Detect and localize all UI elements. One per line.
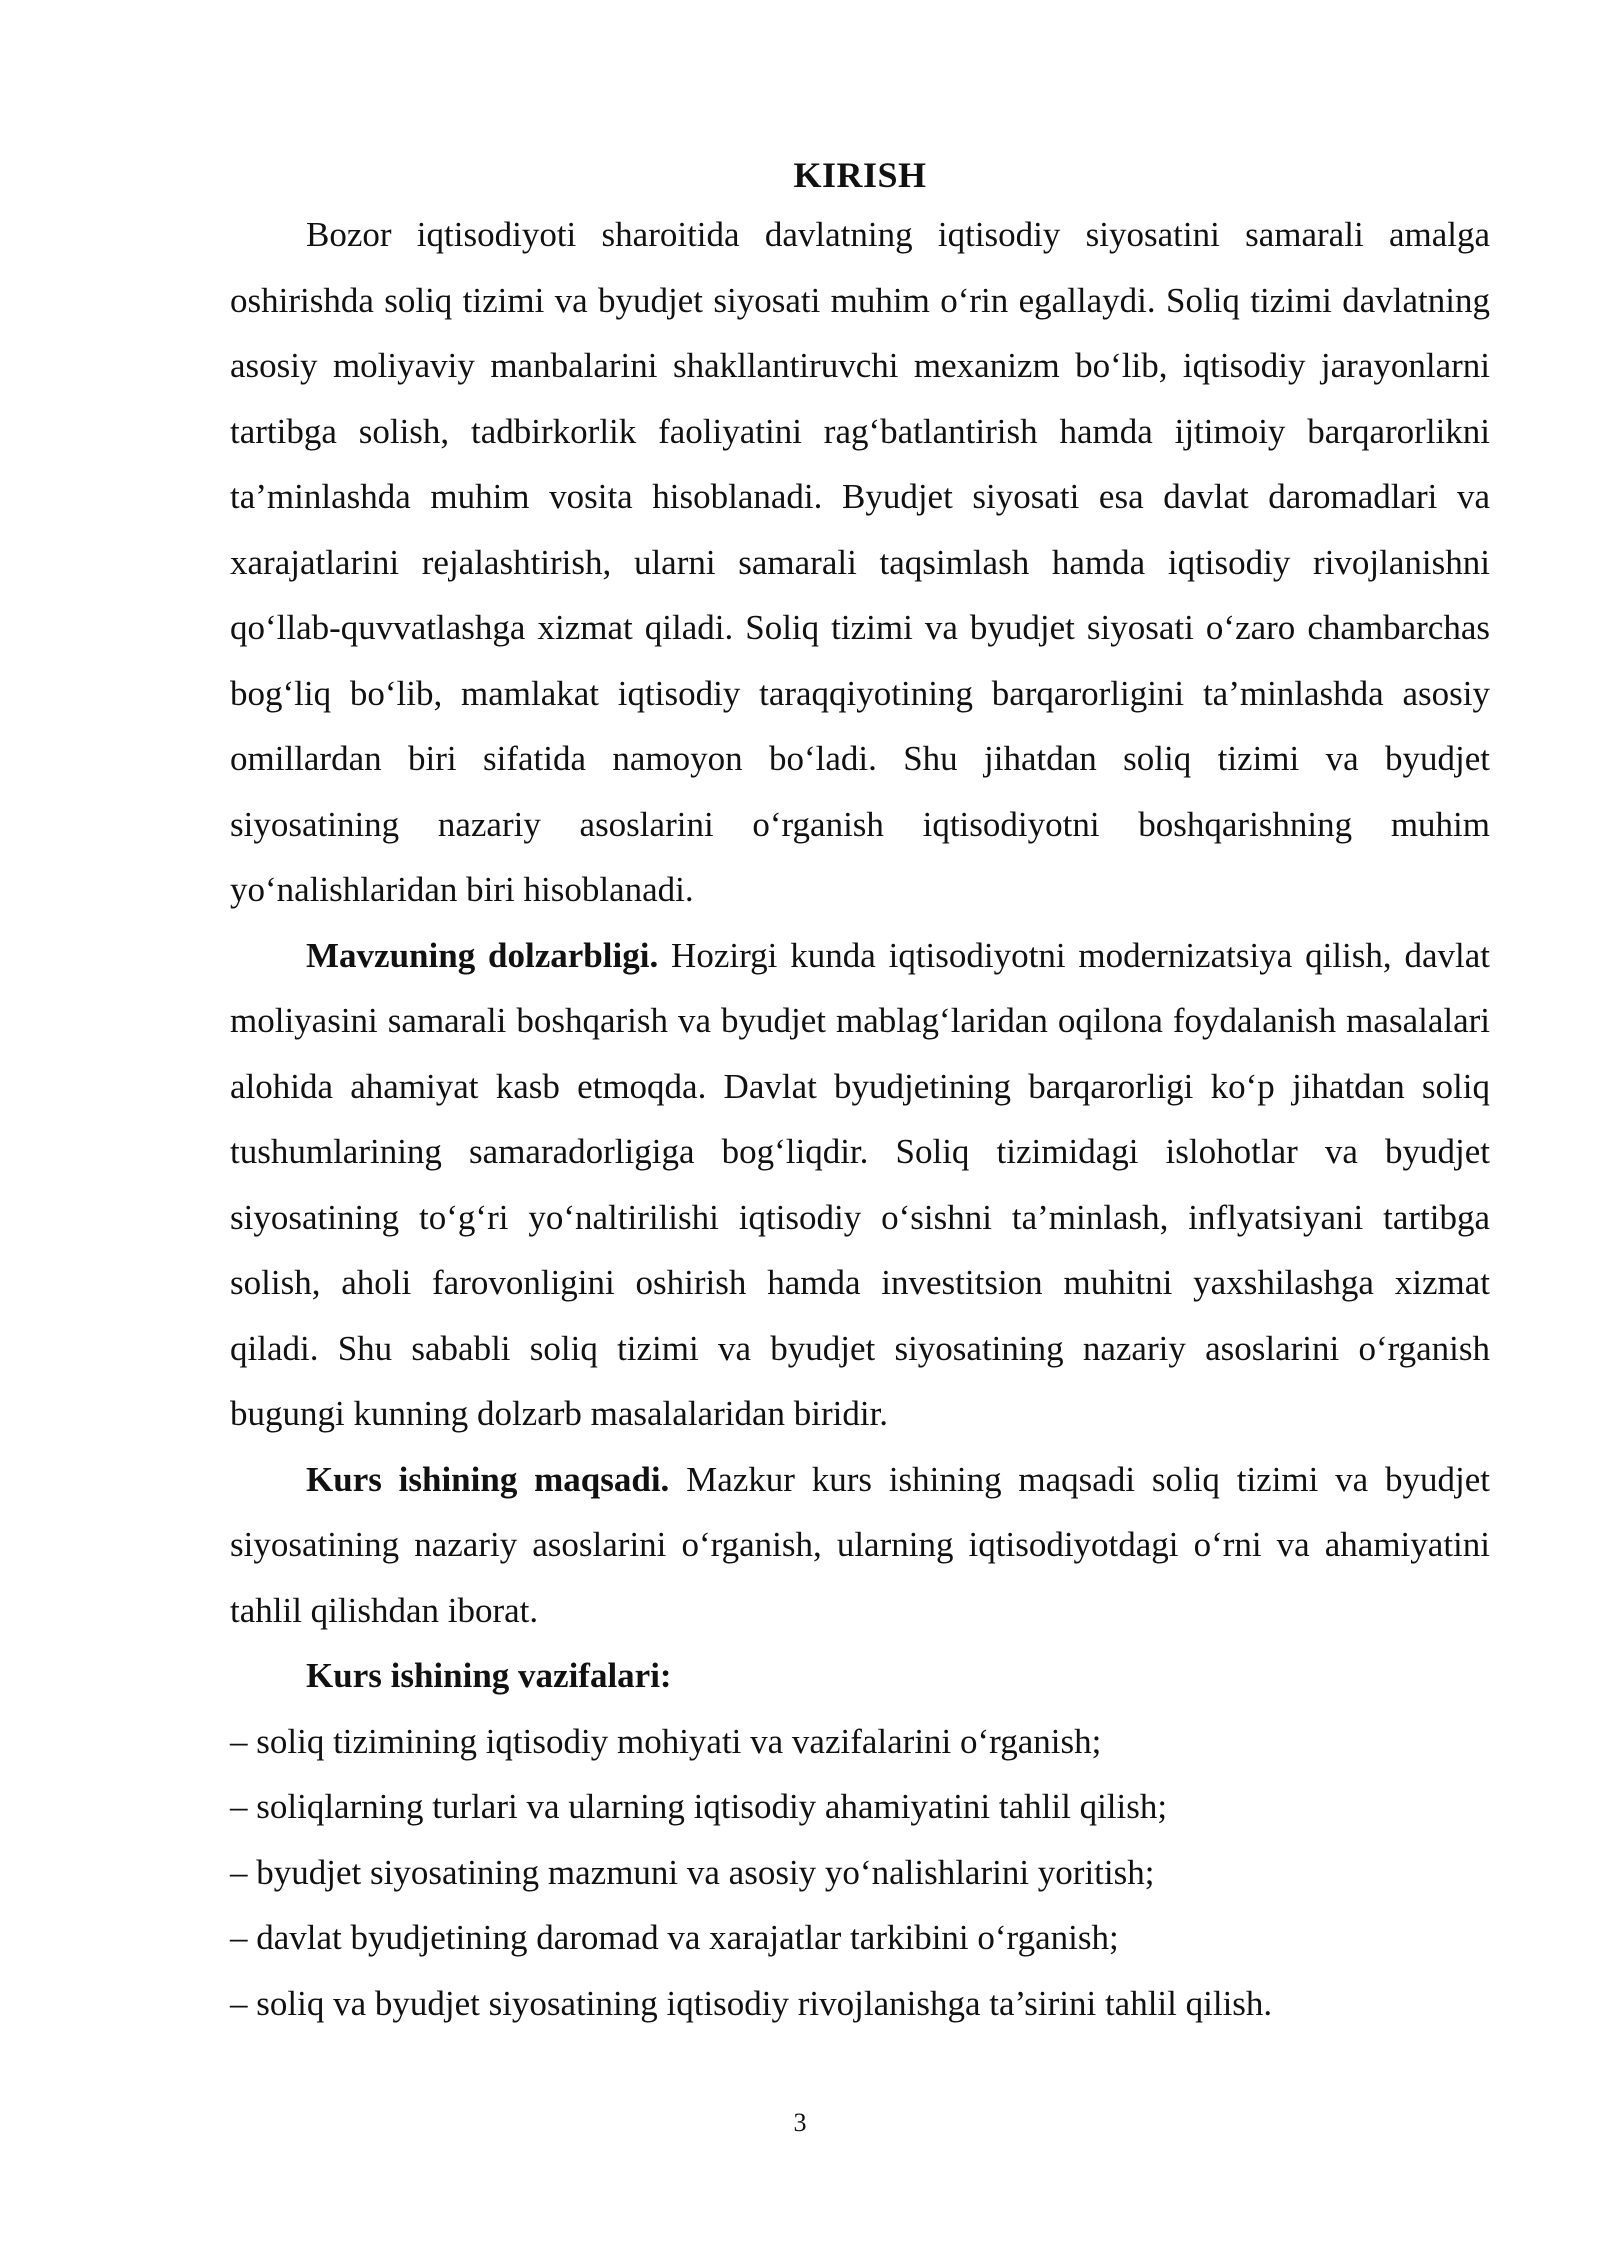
section-title: KIRISH: [793, 155, 927, 195]
list-item: – byudjet siyosatining mazmuni va asosiy yo‘nalishlarini yoritish;: [230, 1852, 1155, 1892]
document-page: [230, 148, 1490, 2036]
list-item: – soliq tizimining iqtisodiy mohiyati va vazifalarini o‘rganish;: [230, 1721, 1102, 1761]
list-item: – davlat byudjetining daromad va xarajatlar tarkibini o‘rganish;: [230, 1918, 1119, 1957]
tasks-list: [230, 1709, 1490, 2037]
list-item: – soliqlarning turlari va ularning iqtisodiy ahamiyatini tahlil qilish;: [230, 1787, 1168, 1826]
page-number: 3: [793, 2108, 807, 2137]
goal-paragraph: [230, 1447, 1490, 1644]
tasks-heading: Kurs ishining vazifalari:: [306, 1656, 672, 1695]
list-item: – soliq va byudjet siyosatining iqtisodiy rivojlanishga ta’sirini tahlil qilish.: [230, 1983, 1273, 2023]
relevance-text: Hozirgi kunda iqtisodiyotni modernizatsiya qilish, davlat moliyasini samarali boshqarish va byudjet mablag‘laridan oqilona foydalanish masalalari alohida ahamiyat kasb etmoqda. Davlat byudjetining barqarorligi ko‘p jihatdan soliq tushumlarining samaradorligiga bog‘liqdir. Soliq tizimidagi islohotlar va byudjet siyosatining to‘g‘ri yo‘naltirilishi iqtisodiy o‘sishni ta’minlash, inflyatsiyani tartibga solish, aholi farovonligini oshirish hamda investitsion muhitni yaxshilashga xizmat qiladi. Shu sababli soliq tizimi va byudjet siyosatining nazariy asoslarini o‘rganish bugungi kunning dolzarb masalalaridan biridir.: [230, 935, 1490, 1433]
goal-label: Kurs ishining maqsadi.: [306, 1459, 670, 1499]
goal-text: Mazkur kurs ishining maqsadi soliq tizimi va byudjet siyosatining nazariy asoslarini o‘rganish, ularning iqtisodiyotdagi o‘rni va ahamiyatini tahlil qilishdan iborat.: [230, 1459, 1490, 1630]
relevance-label: Mavzuning dolzarbligi.: [306, 935, 659, 975]
relevance-paragraph: [230, 923, 1490, 1447]
intro-paragraph: Bozor iqtisodiyoti sharoitida davlatning iqtisodiy siyosatini samarali amalga oshirishda soliq tizimi va byudjet siyosati muhim o‘rin egallaydi. Soliq tizimi davlatning asosiy moliyaviy manbalarini shakllantiruvchi mexanizm bo‘lib, iqtisodiy jarayonlarni tartibga solish, tadbirkorlik faoliyatini rag‘batlantirish hamda ijtimoiy barqarorlikni ta’minlashda muhim vosita hisoblanadi. Byudjet siyosati esa davlat daromadlari va xarajatlarini rejalashtirish, ularni samarali taqsimlash hamda iqtisodiy rivojlanishni qo‘llab-quvvatlashga xizmat qiladi. Soliq tizimi va byudjet siyosati o‘zaro chambarchas bog‘liq bo‘lib, mamlakat iqtisodiy taraqqiyotining barqarorligini ta’minlashda asosiy omillardan biri sifatida namoyon bo‘ladi. Shu jihatdan soliq tizimi va byudjet siyosatining nazariy asoslarini o‘rganish iqtisodiyotni boshqarishning muhim yo‘nalishlaridan biri hisoblanadi.: [230, 215, 1490, 909]
